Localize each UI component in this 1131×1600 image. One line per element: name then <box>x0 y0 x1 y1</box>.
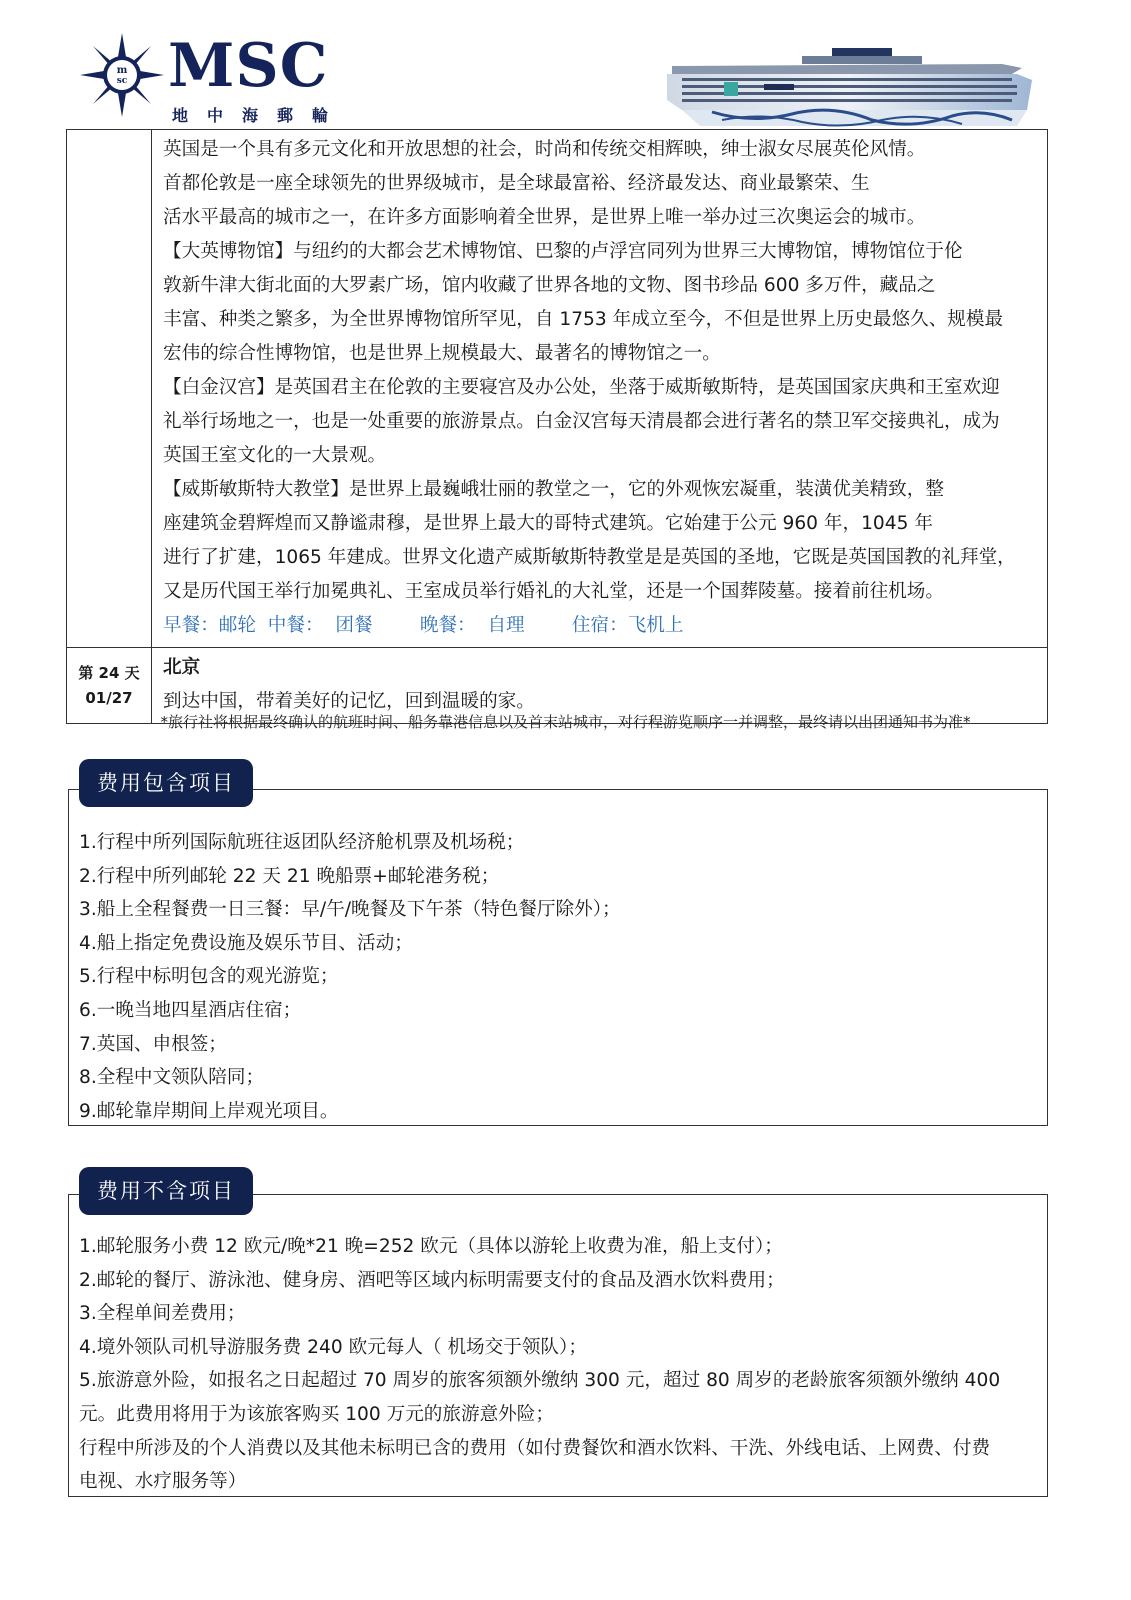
itinerary-text-line: 【白金汉宫】是英国君主在伦敦的主要寝宫及办公处，坐落于威斯敏斯特，是英国国家庆典和王室欢迎 <box>163 377 1000 398</box>
excluded-title: 费用不含项目 <box>79 1167 253 1215</box>
msc-logo-text: MSC <box>168 31 329 101</box>
day-content <box>152 130 1047 647</box>
list-item: 9.邮轮靠岸期间上岸观光项目。 <box>79 1100 339 1122</box>
itinerary-text-line: 活水平最高的城市之一，在许多方面影响着全世界，是世界上唯一举办过三次奥运会的城市。 <box>163 207 926 228</box>
list-item: 1.邮轮服务小费 12 欧元/晚*21 晚=252 欧元（具体以游轮上收费为准，船上支付）； <box>79 1236 783 1257</box>
list-item: 7.英国、申根签； <box>79 1033 227 1055</box>
page-header <box>0 0 1131 130</box>
list-item: 2.行程中所列邮轮 22 天 21 晚船票+邮轮港务税； <box>79 865 500 887</box>
itinerary-text-line: 英国是一个具有多元文化和开放思想的社会，时尚和传统交相辉映，绅士淑女尽展英伦风情。 <box>163 139 926 160</box>
list-item: 4.境外领队司机导游服务费 240 欧元每人（ 机场交于领队）； <box>79 1336 587 1358</box>
list-item: 3.全程单间差费用； <box>79 1303 246 1325</box>
list-item: 3.船上全程餐费一日三餐：早/午/晚餐及下午茶（特色餐厅除外）； <box>79 899 621 921</box>
list-item: 元。此费用将用于为该旅客购买 100 万元的旅游意外险； <box>79 1403 554 1425</box>
excluded-list <box>79 1230 1044 1499</box>
svg-text:m: m <box>116 65 128 76</box>
itinerary-text-line: 首都伦敦是一座全球领先的世界级城市，是全球最富裕、经济最发达、商业最繁荣、生 <box>163 173 870 194</box>
included-title: 费用包含项目 <box>79 759 253 807</box>
list-item: 行程中所涉及的个人消费以及其他未标明已含的费用（如付费餐饮和酒水饮料、干洗、外线电话、上网费、付费 <box>79 1437 991 1459</box>
msc-logo-subtitle: 地中海郵輪 <box>172 106 348 125</box>
itinerary-row-day23-continued <box>67 130 1047 647</box>
list-item: 8.全程中文领队陪同； <box>79 1067 265 1089</box>
list-item: 5.行程中标明包含的观光游览； <box>79 966 339 988</box>
itinerary-text-line: 进行了扩建，1065 年建成。世界文化遗产威斯敏斯特教堂是是英国的圣地，它既是英国国教的礼拜堂， <box>163 547 1016 568</box>
svg-text:sc: sc <box>116 76 128 86</box>
itinerary-table <box>66 129 1048 724</box>
itinerary-text-line: 礼举行场地之一，也是一处重要的旅游景点。白金汉宫每天清晨都会进行著名的禁卫军交接典礼，成为 <box>163 411 1000 432</box>
day-date: 01/27 <box>85 688 133 707</box>
list-item: 5.旅游意外险，如报名之日起超过 70 周岁的旅客须额外缴纳 300 元，超过 80 周岁的老龄旅客须额外缴纳 400 <box>79 1370 1001 1392</box>
itinerary-text-line: 丰富、种类之繁多，为全世界博物馆所罕见，自 1753 年成立至今，不但是世界上历史最悠久、规模最 <box>163 309 1004 330</box>
list-item: 1.行程中所列国际航班往返团队经济舱机票及机场税； <box>79 832 525 853</box>
day-city: 北京 <box>163 657 201 678</box>
itinerary-text-line: 座建筑金碧辉煌而又静谧肃穆，是世界上最大的哥特式建筑。它始建于公元 960 年，1045 年 <box>163 513 933 534</box>
itinerary-disclaimer: *旅行社将根据最终确认的航班时间、船务靠港信息以及首末站城市，对行程游览顺序一并调整，最终请以出团通知书为准* <box>160 713 971 731</box>
itinerary-text-line: 敦新牛津大街北面的大罗素广场，馆内收藏了世界各地的文物、图书珍品 600 多万件，藏品之 <box>163 275 936 296</box>
itinerary-text-line: 英国王室文化的一大景观。 <box>163 445 387 466</box>
list-item: 电视、水疗服务等） <box>79 1471 247 1493</box>
itinerary-text-line: 【大英博物馆】与纽约的大都会艺术博物馆、巴黎的卢浮宫同列为世界三大博物馆，博物馆位于伦 <box>163 241 963 262</box>
itinerary-text-line: 【威斯敏斯特大教堂】是世界上最巍峨壮丽的教堂之一，它的外观恢宏凝重，装潢优美精致，整 <box>163 479 944 500</box>
itinerary-text-line: 宏伟的综合性博物馆，也是世界上规模最大、最著名的博物馆之一。 <box>163 343 721 364</box>
list-item: 4.船上指定免费设施及娱乐节目、活动； <box>79 932 413 954</box>
day-cell-empty <box>67 130 152 647</box>
day-label: 第 24 天 <box>78 663 140 682</box>
cruise-ship-image <box>652 40 1052 130</box>
list-item: 2.邮轮的餐厅、游泳池、健身房、酒吧等区域内标明需要支付的食品及酒水饮料费用； <box>79 1269 785 1291</box>
list-item: 6.一晚当地四星酒店住宿； <box>79 999 302 1021</box>
meals-info: 早餐：邮轮 中餐： 团餐 晚餐： 自理 住宿：飞机上 <box>163 615 684 636</box>
itinerary-text-line: 又是历代国王举行加冕典礼、王室成员举行婚礼的大礼堂，还是一个国葬陵墓。接着前往机场。 <box>163 581 944 602</box>
compass-star-icon <box>80 33 164 117</box>
included-list <box>79 826 1044 1128</box>
itinerary-text-line: 到达中国，带着美好的记忆，回到温暖的家。 <box>163 691 535 712</box>
